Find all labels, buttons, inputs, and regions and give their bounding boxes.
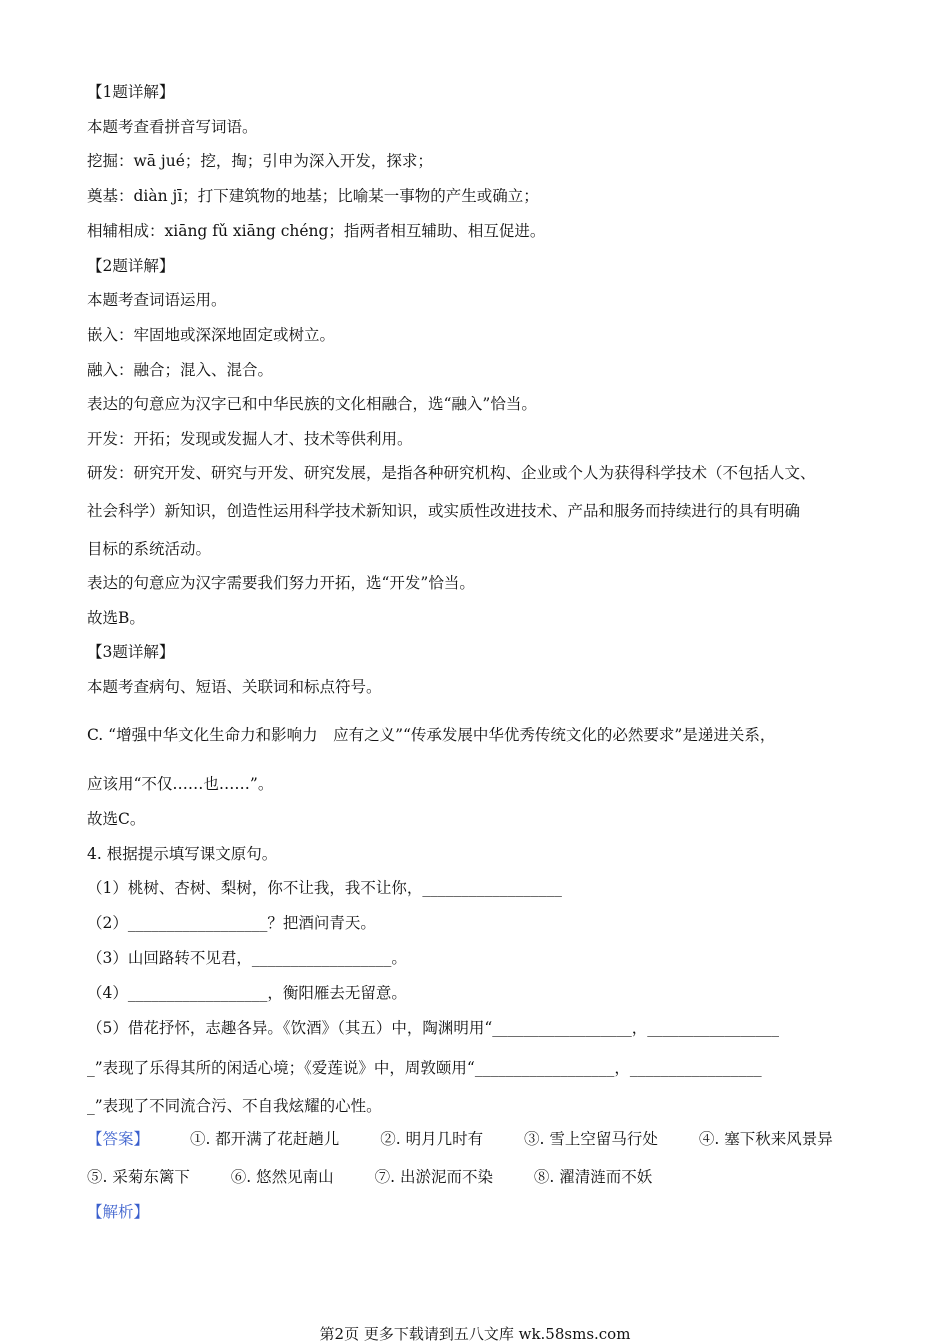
question-item: （5）借花抒怀，志趣各异。《饮酒》（其五）中，陶渊明用“__________________，_________________ [87,1019,780,1037]
answer-item: ③. 雪上空留马行处 [524,1130,658,1148]
answer-item: ④. 塞下秋来风景异 [698,1130,833,1148]
section-heading-q3: 【3题详解】 [87,643,175,661]
text-line: 表达的句意应为汉字已和中华民族的文化相融合，选“融入”恰当。 [87,395,537,413]
text-line: 本题考查看拼音写词语。 [87,118,258,136]
answer-item: ⑤. 采菊东篱下 [87,1168,190,1186]
text-line: 本题考查病句、短语、关联词和标点符号。 [87,678,382,696]
section-heading-q2: 【2题详解】 [87,257,175,275]
text-line: 嵌入：牢固地或深深地固定或树立。 [87,326,336,344]
text-line: 故选C。 [87,810,146,828]
text-line: 表达的句意应为汉字需要我们努力开拓，选“开发”恰当。 [87,574,475,592]
text-line: 融入：融合；混入、混合。 [87,361,274,379]
answer-row-1 [87,1129,890,1149]
text-line: 开发：开拓；发现或发掘人才、技术等供利用。 [87,430,413,448]
answer-row-2 [87,1167,890,1187]
question-item: （3）山回路转不见君，__________________。 [87,949,407,967]
text-line: 社会科学）新知识，创造性运用科学技术新知识，或实质性改进技术、产品和服务而持续进行的具有明确 [87,502,801,520]
text-line: 故选B。 [87,609,145,627]
text-line: C. “增强中华文化生命力和影响力 应有之义”“传承发展中华优秀传统文化的必然要求”是递进关系， [87,726,776,744]
answer-item: ⑧. 濯清涟而不妖 [533,1168,653,1186]
answer-label: 【答案】 [87,1130,150,1148]
question-4-title: 4. 根据提示填写课文原句。 [87,845,278,863]
page-footer: 第2页 更多下载请到五八文库 wk.58sms.com [319,1325,631,1343]
text-line: 奠基：diàn jī；打下建筑物的地基；比喻某一事物的产生或确立； [87,187,539,205]
section-heading-q1: 【1题详解】 [87,83,175,101]
answer-item: ⑦. 出淤泥而不染 [374,1168,493,1186]
text-line: 挖掘：wā jué；挖，掏；引申为深入开发，探求； [87,152,433,170]
question-item: _”表现了不同流合污、不自我炫耀的心性。 [87,1097,382,1115]
question-item: （2）__________________？把酒问青天。 [87,914,376,932]
answer-item: ②. 明月几时有 [380,1130,484,1148]
question-item: （1）桃树、杏树、梨树，你不让我，我不让你，__________________ [87,879,562,897]
question-item: _”表现了乐得其所的闲适心境；《爱莲说》中，周敦颐用“__________________，_________________ [87,1059,762,1077]
text-line: 相辅相成：xiāng fǔ xiāng chéng；指两者相互辅助、相互促进。 [87,222,546,240]
analysis-label: 【解析】 [87,1203,150,1221]
text-line: 研发：研究开发、研究与开发、研究发展，是指各种研究机构、企业或个人为获得科学技术（不包括人文、 [87,464,816,482]
text-line: 本题考查词语运用。 [87,291,227,309]
answer-item: ⑥. 悠然见南山 [230,1168,334,1186]
question-item: （4）__________________，衡阳雁去无留意。 [87,984,407,1002]
text-line: 应该用“不仅……也……”。 [87,775,274,793]
text-line: 目标的系统活动。 [87,540,212,558]
answer-item: ①. 都开满了花赶趟儿 [189,1130,340,1148]
